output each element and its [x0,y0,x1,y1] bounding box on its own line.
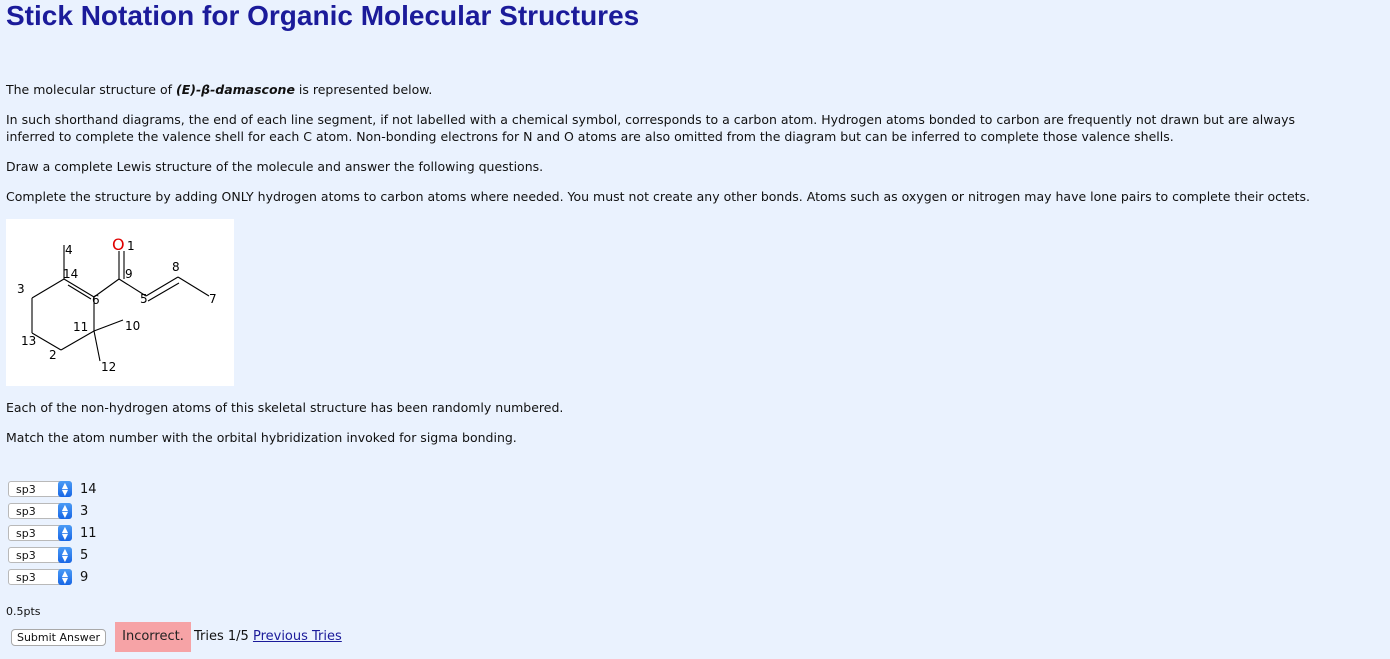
answer-row [8,522,97,544]
chevron-updown-icon: ▲ ▼ [58,547,72,563]
select-value: sp3 [16,527,36,540]
select-value: sp3 [16,505,36,518]
atom-label-4: 4 [65,243,73,257]
atom-label-9: 9 [125,267,133,281]
select-value: sp3 [16,571,36,584]
submit-answer-button[interactable]: Submit Answer [11,629,106,646]
atom-label-6: 6 [92,293,100,307]
answer-row [8,566,97,588]
match-instruction: Match the atom number with the orbital hybridization invoked for sigma bonding. [6,430,517,445]
tries-info [194,629,342,644]
chevron-updown-icon: ▲ ▼ [58,503,72,519]
hybridization-select-atom-14[interactable] [8,481,72,497]
atom-label-12: 12 [101,360,117,374]
molecule-name: (E)-β-damascone [175,82,295,97]
atom-label-3: 3 [17,282,25,296]
atom-label-11: 11 [73,320,89,334]
atom-label-2: 2 [49,348,57,362]
chevron-updown-icon: ▲ ▼ [58,525,72,541]
intro-prefix: The molecular structure of [6,82,176,97]
select-value: sp3 [16,549,36,562]
complete-instruction: Complete the structure by adding ONLY hydrogen atoms to carbon atoms where needed. You must not create any other bonds. Atoms such as oxygen or nitrogen may have lone pairs to complete their octets. [6,189,1311,204]
intro-text [6,81,432,98]
previous-tries-link[interactable]: Previous Tries [252,629,342,644]
shorthand-line-2: inferred to complete the valence shell for each C atom. Non-bonding electrons for N and O atoms are also omitted from the diagram but can be inferred to complete those valence shells. [6,129,1174,144]
atom-label-13: 13 [21,334,37,348]
atom-label-7: 7 [209,292,217,306]
atom-label-5: 5 [140,292,148,306]
atom-number: 9 [80,569,89,585]
answer-row [8,544,97,566]
numbered-note: Each of the non-hydrogen atoms of this skeletal structure has been randomly numbered. [6,400,564,415]
select-value: sp3 [16,483,36,496]
draw-instruction: Draw a complete Lewis structure of the molecule and answer the following questions. [6,159,544,174]
atom-label-10: 10 [125,319,141,333]
points-value: 0.5pts [6,605,41,618]
atom-number: 14 [80,481,97,497]
answer-row [8,478,97,500]
atom-number: 3 [80,503,89,519]
answer-row [8,500,97,522]
atom-label-8: 8 [172,260,180,274]
intro-suffix: is represented below. [294,82,433,97]
page-title: Stick Notation for Organic Molecular Structures [6,0,640,31]
atom-label-14: 14 [63,267,79,281]
atom-label-1: 1 [127,239,135,253]
molecule-structure-image [6,219,234,386]
atom-number: 5 [80,547,89,563]
status-badge: Incorrect. [115,622,191,652]
chevron-updown-icon: ▲ ▼ [58,569,72,585]
hybridization-select-atom-11[interactable] [8,525,72,541]
hybridization-select-atom-5[interactable] [8,547,72,563]
atom-number: 11 [80,525,97,541]
hybridization-answers [8,478,97,588]
shorthand-line-1: In such shorthand diagrams, the end of each line segment, if not labelled with a chemical symbol, corresponds to a carbon atom. Hydrogen atoms bonded to carbon are frequently not drawn but are always [6,112,1296,127]
skeletal-structure [6,219,234,386]
hybridization-select-atom-9[interactable] [8,569,72,585]
tries-count: Tries 1/5 [194,629,249,644]
hybridization-select-atom-3[interactable] [8,503,72,519]
oxygen-symbol: O [112,235,125,254]
chevron-updown-icon: ▲ ▼ [58,481,72,497]
